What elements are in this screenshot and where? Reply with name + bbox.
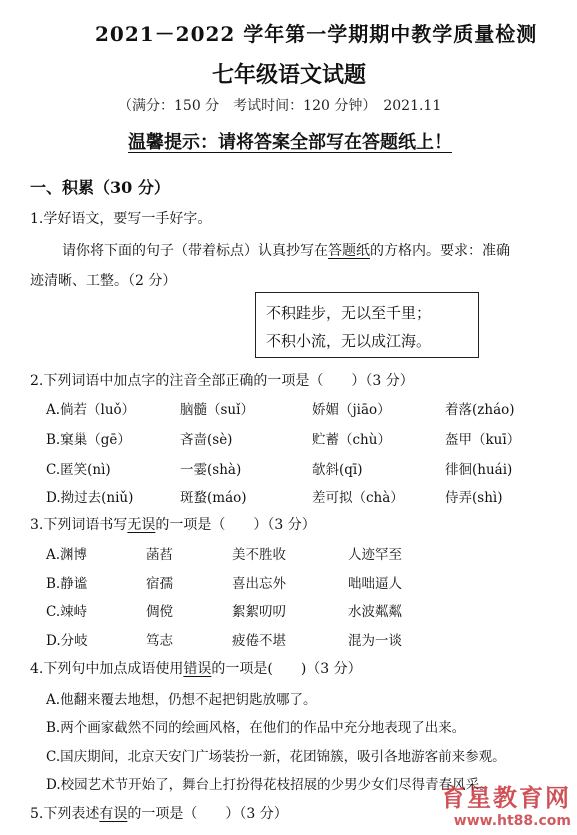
question-1-stem: 1.学好语文，要写一手好字。	[30, 211, 212, 227]
q2-option-b-3: 贮蓄（chù）	[312, 432, 391, 448]
copy-sentence-line-1: 不积跬步，无以至千里；	[266, 304, 432, 322]
section-heading: 一、积累（30 分）	[30, 178, 170, 197]
q2-option-b-2: 吝啬(sè)	[180, 432, 233, 448]
q2-option-a-1: A.倘若（luǒ）	[46, 402, 136, 418]
q4-option-b: B.两个画家截然不同的绘画风格，在他们的作品中充分地表现了出来。	[46, 720, 466, 736]
q2-option-a-2: 脑髓（suǐ）	[180, 402, 254, 418]
copy-sentence-line-2: 不积小流，无以成江海。	[266, 332, 432, 350]
q2-option-d-2: 斑蝥(máo)	[180, 490, 247, 506]
q3-option-b-4: 咄咄逼人	[348, 576, 402, 592]
watermark-brand: 育星教育网	[441, 784, 571, 812]
q2-option-c-2: 一霎(shà)	[180, 462, 242, 478]
q2-option-b-4: 盔甲（kuī）	[445, 432, 521, 448]
exam-subtitle: 七年级语文试题	[212, 62, 367, 88]
q2-option-a-4: 着落(zháo)	[445, 402, 515, 418]
q4-option-d: D.校园艺术节开始了，舞台上打扮得花枝招展的少男少女们尽得青春风采。	[46, 777, 493, 793]
q2-option-c-1: C.匿笑(nì)	[46, 462, 111, 478]
question-5-stem: 5.下列表述有误的一项是（ ）（3 分）	[30, 806, 288, 822]
q3-option-d-3: 疲倦不堪	[232, 633, 286, 649]
q3-option-b-2: 宿孺	[146, 576, 173, 592]
q2-option-a-3: 娇媚（jiāo）	[312, 402, 391, 418]
q4-option-a: A.他翻来覆去地想，仍想不起把钥匙放哪了。	[46, 692, 317, 708]
exam-title: 2021－2022 学年第一学期期中教学质量检测	[95, 22, 538, 46]
watermark	[441, 778, 571, 829]
q2-option-c-3: 欹斜(qī)	[312, 462, 363, 478]
q3-option-a-1: A.渊博	[46, 547, 88, 563]
q3-option-b-3: 喜出忘外	[232, 576, 286, 592]
q3-option-c-4: 水波粼粼	[348, 604, 402, 620]
question-3-stem: 3.下列词语书写无误的一项是（ ）（3 分）	[30, 517, 316, 533]
q2-option-c-4: 徘徊(huái)	[445, 462, 513, 478]
watermark-url: www.ht88.com	[453, 813, 571, 829]
q2-option-d-4: 侍弄(shì)	[445, 490, 503, 506]
warm-tip: 温馨提示：请将答案全部写在答题纸上！	[128, 132, 452, 153]
q3-option-a-2: 菡萏	[146, 547, 173, 563]
question-4-stem: 4.下列句中加点成语使用错误的一项是( )（3 分）	[30, 661, 362, 677]
q2-option-d-1: D.拗过去(niǔ)	[46, 490, 134, 506]
exam-meta: （满分：150 分 考试时间：120 分钟） 2021.11	[118, 98, 442, 114]
q3-option-c-3: 絮絮叨叨	[232, 604, 286, 620]
q3-option-d-2: 笃志	[146, 633, 173, 649]
q2-option-d-3: 差可拟（chà）	[312, 490, 404, 506]
q3-option-a-3: 美不胜收	[232, 547, 286, 563]
q3-option-d-4: 混为一谈	[348, 633, 402, 649]
q2-option-b-1: B.窠巢（gē）	[46, 432, 131, 448]
q3-option-c-1: C.竦峙	[46, 604, 88, 620]
q3-option-c-2: 倜傥	[146, 604, 173, 620]
copy-sentence-box	[255, 292, 479, 358]
q3-option-d-1: D.分岐	[46, 633, 88, 649]
q3-option-b-1: B.静谧	[46, 576, 88, 592]
q3-option-a-4: 人迹罕至	[348, 547, 402, 563]
q4-option-c: C.国庆期间，北京天安门广场装扮一新，花团锦簇，吸引各地游客前来参观。	[46, 749, 506, 765]
question-2-stem: 2.下列词语中加点字的注音全部正确的一项是（ ）（3 分）	[30, 373, 414, 389]
question-1-instruction: 请你将下面的句子（带着标点）认真抄写在答题纸的方格内。要求：准确	[62, 243, 510, 259]
question-1-instruction-line2: 迹清晰、工整。（2 分）	[30, 273, 177, 289]
